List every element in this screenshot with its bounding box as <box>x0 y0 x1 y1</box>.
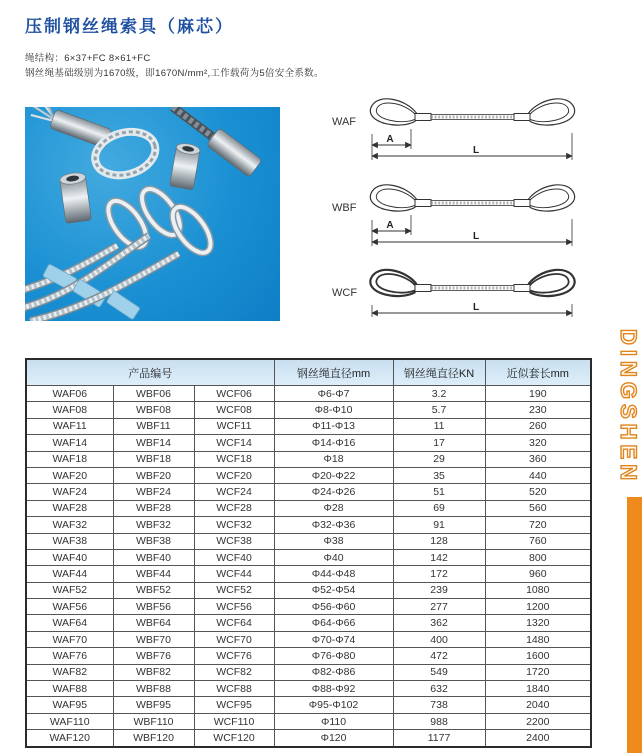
table-row <box>26 451 591 467</box>
spec-cell: WCF95 <box>194 697 274 713</box>
spec-cell: WAF28 <box>26 500 113 516</box>
spec-cell: Φ52-Φ54 <box>274 582 393 598</box>
spec-cell: WBF44 <box>113 566 194 582</box>
spec-cell: WCF38 <box>194 533 274 549</box>
spec-cell: WBF76 <box>113 648 194 664</box>
spec-cell: WAF110 <box>26 713 113 729</box>
spec-cell: Φ56-Φ60 <box>274 599 393 615</box>
spec-cell: 17 <box>393 435 485 451</box>
spec-cell: WAF56 <box>26 599 113 615</box>
spec-cell: 320 <box>485 435 591 451</box>
spec-cell: Φ14-Φ16 <box>274 435 393 451</box>
spec-cell: 277 <box>393 599 485 615</box>
spec-cell: WAF08 <box>26 402 113 418</box>
spec-cell: 5.7 <box>393 402 485 418</box>
spec-cell: WAF32 <box>26 517 113 533</box>
table-row <box>26 664 591 680</box>
spec-cell: 400 <box>393 631 485 647</box>
spec-cell: Φ44-Φ48 <box>274 566 393 582</box>
spec-cell: WCF18 <box>194 451 274 467</box>
spec-cell: WAF18 <box>26 451 113 467</box>
diagram-wcf <box>332 267 576 317</box>
spec-cell: Φ32-Φ36 <box>274 517 393 533</box>
spec-cell: WAF20 <box>26 467 113 483</box>
table-row <box>26 681 591 697</box>
ferrule-icon <box>415 285 431 292</box>
spec-cell: WBF11 <box>113 418 194 434</box>
spec-cell: 239 <box>393 582 485 598</box>
spec-cell: WAF11 <box>26 418 113 434</box>
ferrule-icon <box>415 114 431 121</box>
spec-cell: 1840 <box>485 681 591 697</box>
diagram-label: WAF <box>332 116 357 128</box>
spec-cell: 1200 <box>485 599 591 615</box>
spec-cell: WBF82 <box>113 664 194 680</box>
spec-cell: WBF95 <box>113 697 194 713</box>
spec-cell: Φ11-Φ13 <box>274 418 393 434</box>
table-row <box>26 549 591 565</box>
spec-cell: WCF24 <box>194 484 274 500</box>
spec-cell: WBF56 <box>113 599 194 615</box>
spec-cell: WBF88 <box>113 681 194 697</box>
spec-cell: WBF38 <box>113 533 194 549</box>
table-row <box>26 730 591 747</box>
spec-cell: WBF18 <box>113 451 194 467</box>
spec-cell: 230 <box>485 402 591 418</box>
sling-ropes-icon <box>25 183 218 321</box>
spec-cell: Φ38 <box>274 533 393 549</box>
table-row <box>26 517 591 533</box>
spec-cell: WAF14 <box>26 435 113 451</box>
spec-cell: WAF40 <box>26 549 113 565</box>
spec-cell: 29 <box>393 451 485 467</box>
table-row <box>26 615 591 631</box>
spec-cell: 190 <box>485 386 591 402</box>
spec-cell: Φ8-Φ10 <box>274 402 393 418</box>
spec-cell: 128 <box>393 533 485 549</box>
spec-cell: WBF20 <box>113 467 194 483</box>
spec-cell: Φ76-Φ80 <box>274 648 393 664</box>
dimension-label: L <box>472 231 480 242</box>
spec-cell: WCF32 <box>194 517 274 533</box>
spec-cell: Φ64-Φ66 <box>274 615 393 631</box>
spec-cell: 362 <box>393 615 485 631</box>
spec-cell: 172 <box>393 566 485 582</box>
spec-cell: 440 <box>485 467 591 483</box>
spec-cell: 720 <box>485 517 591 533</box>
spec-cell: Φ20-Φ22 <box>274 467 393 483</box>
spec-cell: WAF95 <box>26 697 113 713</box>
spec-cell: WAF82 <box>26 664 113 680</box>
spec-cell: Φ70-Φ74 <box>274 631 393 647</box>
spec-cell: WCF82 <box>194 664 274 680</box>
ferrule-icon <box>59 171 91 223</box>
product-photo <box>25 107 280 321</box>
spec-cell: WBF52 <box>113 582 194 598</box>
table-row <box>26 582 591 598</box>
table-row <box>26 533 591 549</box>
spec-cell: WCF20 <box>194 467 274 483</box>
spec-cell: WCF70 <box>194 631 274 647</box>
table-header-row <box>26 359 591 386</box>
table-row <box>26 386 591 402</box>
spec-cell: WCF08 <box>194 402 274 418</box>
spec-cell: WAF70 <box>26 631 113 647</box>
spec-cell: 988 <box>393 713 485 729</box>
spec-cell: WCF64 <box>194 615 274 631</box>
spec-cell: Φ28 <box>274 500 393 516</box>
spec-cell: WCF44 <box>194 566 274 582</box>
spec-cell: Φ82-Φ86 <box>274 664 393 680</box>
spec-rope-structure: 绳结构：6×37+FC 8×61+FC <box>25 53 151 64</box>
brand-vertical-text: DINGSHEN <box>616 329 641 486</box>
dimension-label: A <box>386 134 394 145</box>
dimension-label: L <box>472 145 480 156</box>
product-photo-illustration <box>25 107 280 321</box>
spec-rope-grade: 钢丝绳基础级别为1670级，即1670N/mm²,工作载荷为5倍安全系数。 <box>25 68 324 79</box>
spec-cell: WCF76 <box>194 648 274 664</box>
spec-cell: WAF76 <box>26 648 113 664</box>
table-row <box>26 435 591 451</box>
col-header-rope-kn: 钢丝绳直径KN <box>393 359 485 386</box>
page-title: 压制钢丝绳索具（麻芯） <box>25 17 234 36</box>
spec-cell: WBF32 <box>113 517 194 533</box>
spec-cell: WCF88 <box>194 681 274 697</box>
col-header-product-code: 产品编号 <box>26 359 274 386</box>
diagram-label: WCF <box>332 287 358 299</box>
diagram-waf <box>332 96 576 160</box>
spec-cell: Φ18 <box>274 451 393 467</box>
table-row <box>26 599 591 615</box>
spec-cell: 142 <box>393 549 485 565</box>
spec-table-body <box>26 386 591 747</box>
spec-cell: 520 <box>485 484 591 500</box>
table-row <box>26 418 591 434</box>
spec-cell: Φ88-Φ92 <box>274 681 393 697</box>
table-row <box>26 697 591 713</box>
diagram-wbf <box>332 182 576 246</box>
spec-cell: WCF40 <box>194 549 274 565</box>
spec-cell: WCF110 <box>194 713 274 729</box>
spec-cell: WBF70 <box>113 631 194 647</box>
spec-cell: WBF40 <box>113 549 194 565</box>
spec-cell: 632 <box>393 681 485 697</box>
spec-cell: 51 <box>393 484 485 500</box>
dimension-label: A <box>386 220 394 231</box>
spec-cell: WBF08 <box>113 402 194 418</box>
spec-cell: 472 <box>393 648 485 664</box>
spec-cell: 960 <box>485 566 591 582</box>
spec-cell: 760 <box>485 533 591 549</box>
spec-cell: 738 <box>393 697 485 713</box>
spec-cell: WAF88 <box>26 681 113 697</box>
spec-cell: WCF120 <box>194 730 274 747</box>
spec-cell: 549 <box>393 664 485 680</box>
spec-cell: 2400 <box>485 730 591 747</box>
spec-cell: WBF28 <box>113 500 194 516</box>
spec-cell: Φ24-Φ26 <box>274 484 393 500</box>
table-row <box>26 648 591 664</box>
spec-cell: WCF52 <box>194 582 274 598</box>
spec-cell: 260 <box>485 418 591 434</box>
spec-cell: WCF28 <box>194 500 274 516</box>
spec-cell: WAF24 <box>26 484 113 500</box>
sling-diagrams <box>318 95 594 335</box>
spec-cell: WBF64 <box>113 615 194 631</box>
table-row <box>26 467 591 483</box>
spec-cell: WCF11 <box>194 418 274 434</box>
spec-cell: 91 <box>393 517 485 533</box>
spec-cell: 1720 <box>485 664 591 680</box>
col-header-rope-diameter: 钢丝绳直径mm <box>274 359 393 386</box>
spec-cell: WAF120 <box>26 730 113 747</box>
table-row <box>26 566 591 582</box>
spec-cell: 1080 <box>485 582 591 598</box>
spec-cell: 11 <box>393 418 485 434</box>
spec-cell: WCF56 <box>194 599 274 615</box>
col-header-eye-length: 近似套长mm <box>485 359 591 386</box>
spec-cell: 35 <box>393 467 485 483</box>
spec-cell: 2200 <box>485 713 591 729</box>
spec-cell: 800 <box>485 549 591 565</box>
spec-cell: WBF06 <box>113 386 194 402</box>
spec-table <box>25 358 592 748</box>
ferrule-icon <box>514 200 530 207</box>
spec-cell: WAF44 <box>26 566 113 582</box>
spec-cell: WAF06 <box>26 386 113 402</box>
spec-cell: Φ120 <box>274 730 393 747</box>
ferrule-icon <box>514 114 530 121</box>
spec-cell: 3.2 <box>393 386 485 402</box>
spec-cell: 69 <box>393 500 485 516</box>
spec-cell: WBF24 <box>113 484 194 500</box>
ferrule-icon <box>170 142 201 190</box>
table-row <box>26 500 591 516</box>
spec-cell: WBF120 <box>113 730 194 747</box>
spec-cell: WAF64 <box>26 615 113 631</box>
accent-bar <box>627 497 642 753</box>
table-row <box>26 484 591 500</box>
spec-cell: WBF14 <box>113 435 194 451</box>
ferrule-icon <box>415 200 431 207</box>
dimension-label: L <box>472 302 480 313</box>
spec-cell: WAF38 <box>26 533 113 549</box>
spec-cell: 560 <box>485 500 591 516</box>
table-row <box>26 713 591 729</box>
spec-cell: WCF06 <box>194 386 274 402</box>
spec-cell: 2040 <box>485 697 591 713</box>
spec-cell: WAF52 <box>26 582 113 598</box>
spec-cell: WCF14 <box>194 435 274 451</box>
spec-cell: Φ40 <box>274 549 393 565</box>
diagram-label: WBF <box>332 202 357 214</box>
spec-cell: Φ95-Φ102 <box>274 697 393 713</box>
table-row <box>26 631 591 647</box>
ferrule-icon <box>514 285 530 292</box>
spec-cell: 1600 <box>485 648 591 664</box>
spec-cell: 1480 <box>485 631 591 647</box>
spec-cell: WBF110 <box>113 713 194 729</box>
spec-cell: Φ6-Φ7 <box>274 386 393 402</box>
table-row <box>26 402 591 418</box>
spec-cell: 1320 <box>485 615 591 631</box>
spec-cell: 360 <box>485 451 591 467</box>
spec-cell: Φ110 <box>274 713 393 729</box>
spec-cell: 1177 <box>393 730 485 747</box>
